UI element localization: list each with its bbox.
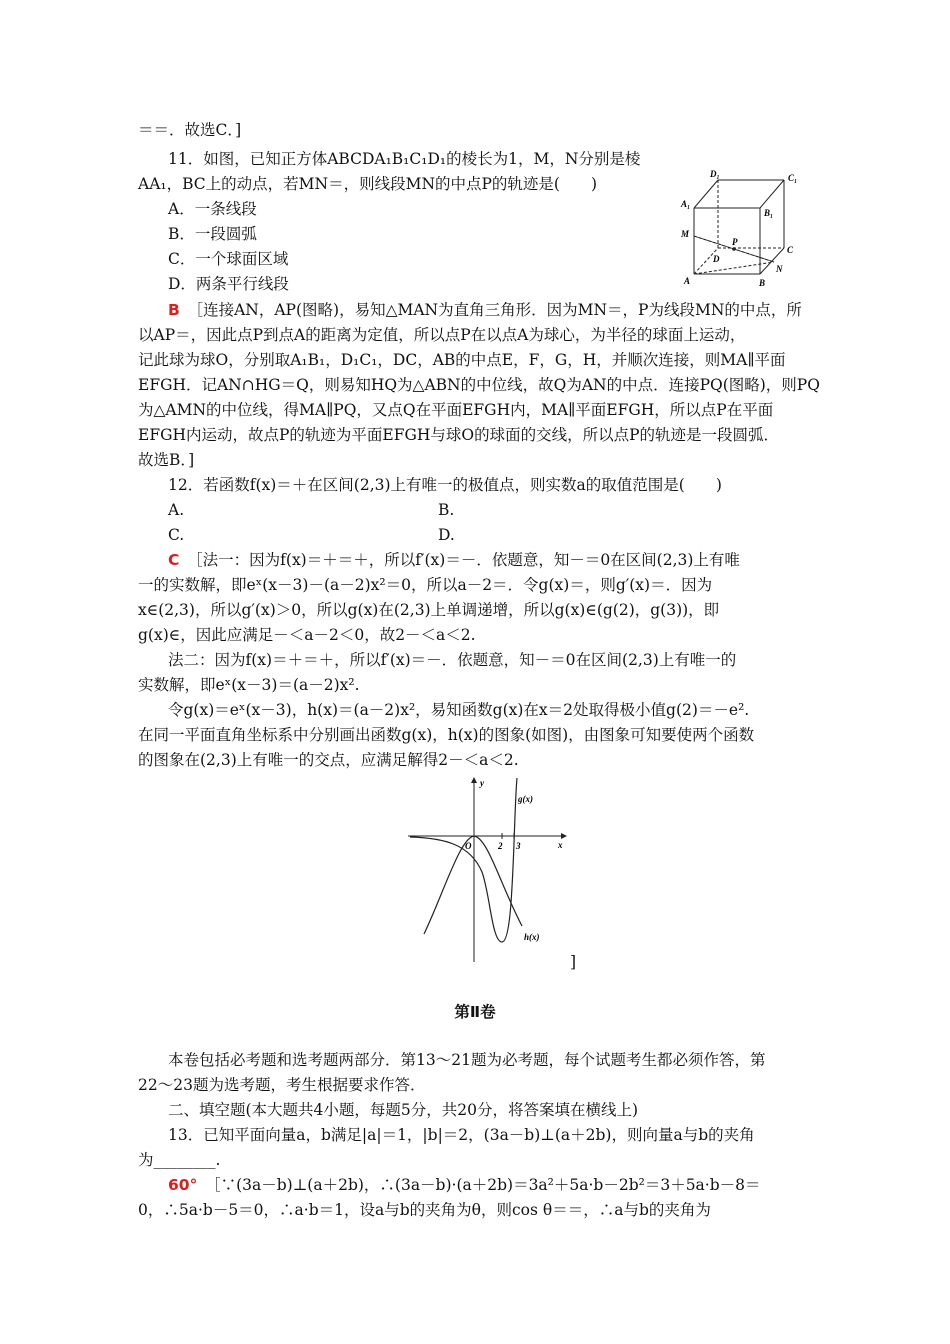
function-graph <box>404 774 574 966</box>
cube-label-m: M <box>681 229 690 239</box>
label-3: 3 <box>516 841 521 851</box>
cube-label-b1: B₁ <box>764 208 774 218</box>
q12-option-d: D. <box>438 526 455 544</box>
q11-solution-line5: 为△AMN的中位线，得MA∥PQ，又点Q在平面EFGH内，MA∥平面EFGH，所以点P在平面 <box>138 401 774 419</box>
q11-option-b: B．一段圆弧 <box>168 225 257 243</box>
q12-close-bracket: ] <box>570 953 577 971</box>
q13-solution-line2: 0，∴5a·b－5＝0，∴a·b＝1，设a与b的夹角为θ，则cos θ＝＝，∴a与b的夹角为 <box>138 1201 711 1219</box>
q11-option-a: A．一条线段 <box>168 200 257 218</box>
section-title: 第Ⅱ卷 <box>454 1003 496 1021</box>
label-gx: g(x) <box>518 794 533 804</box>
cube-label-d1: D₁ <box>710 169 720 179</box>
q12-solution-line3: x∈(2,3)，所以g′(x)＞0，所以g(x)在(2,3)上单调递增，所以g(x)∈(g(2)，g(3))，即 <box>138 601 720 619</box>
q11-stem-line2: AA₁，BC上的动点，若MN＝，则线段MN的中点P的轨迹是( ) <box>138 175 598 193</box>
label-hx: h(x) <box>524 932 540 942</box>
q12-stem: 12．若函数f(x)＝＋在区间(2,3)上有唯一的极值点，则实数a的取值范围是( ) <box>168 476 722 494</box>
cube-label-b: B <box>759 278 766 288</box>
label-y: y <box>480 778 484 788</box>
cube-label-p: P <box>732 237 738 247</box>
q11-solution-line6: EFGH内运动，故点P的轨迹为平面EFGH与球O的球面的交线，所以点P的轨迹是一段圆弧． <box>138 426 780 444</box>
q13-answer: 60° <box>168 1176 198 1194</box>
q12-solution-line1: C ［法一：因为f(x)＝＋＝＋，所以f′(x)＝－．依题意，知－＝0在区间(2,3)上有唯 <box>168 551 740 569</box>
q11-solution-line2: 以AP＝，因此点P到点A的距离为定值，所以点P在以点A为球心，为半径的球面上运动， <box>138 326 746 344</box>
q12-option-c: C. <box>168 526 185 544</box>
q12-option-b: B. <box>438 501 455 519</box>
q12-method2-line4: 在同一平面直角坐标系中分别画出函数g(x)，h(x)的图象(如图)，由图象可知要使两个函数 <box>138 726 755 744</box>
q12-solution-line4: g(x)∈，因此应满足－＜a－2＜0，故2－＜a＜2. <box>138 626 476 644</box>
cube-figure <box>676 166 816 296</box>
cube-label-a1: A₁ <box>681 199 691 209</box>
q13-solution-line1: 60° ［∵(3a－b)⊥(a＋2b)，∴(3a－b)·(a＋2b)＝3a²＋5a·b－2b²＝3＋5a·b－8＝ <box>168 1176 761 1194</box>
q11-solution-line3: 记此球为球O，分别取A₁B₁，D₁C₁，DC，AB的中点E，F，G，H，并顺次连接，则MA∥平面 <box>138 351 786 369</box>
label-origin: O <box>465 841 472 851</box>
q11-solution-line4: EFGH．记AN∩HG＝Q，则易知HQ为△ABN的中位线，故Q为AN的中点．连接PQ(图略)，则PQ <box>138 376 820 394</box>
point-p <box>732 247 736 251</box>
q12-option-a: A. <box>168 501 185 519</box>
label-x: x <box>558 840 563 850</box>
q12-method2-line3: 令g(x)＝eˣ(x－3)，h(x)＝(a－2)x²，易知函数g(x)在x＝2处取得极小值g(2)＝－e². <box>168 701 750 719</box>
q11-answer: B <box>168 301 180 319</box>
q11-solution-line7: 故选B．] <box>138 451 195 469</box>
q11-solution-line1: B ［连接AN，AP(图略)，易知△MAN为直角三角形．因为MN＝，P为线段MN的中点，所 <box>168 301 802 319</box>
q12-answer: C <box>168 551 180 569</box>
curve-h <box>424 836 522 934</box>
q12-method2-line1: 法二：因为f(x)＝＋＝＋，所以f′(x)＝－．依题意，知－＝0在区间(2,3)上有唯一的 <box>168 651 737 669</box>
cube-label-c: C <box>787 245 794 255</box>
q11-stem-line1: 11．如图，已知正方体ABCDA₁B₁C₁D₁的棱长为1，M，N分别是棱 <box>168 150 641 168</box>
cube-label-c1: C₁ <box>788 173 798 183</box>
q13-stem-line2: 为________. <box>138 1151 221 1169</box>
label-2: 2 <box>498 841 503 851</box>
section-intro-line1: 本卷包括必考题和选考题两部分．第13～21题为必考题，每个试题考生都必须作答，第 <box>168 1051 766 1069</box>
section-intro-line2: 22～23题为选考题，考生根据要求作答． <box>138 1076 426 1094</box>
fill-blank-heading: 二、填空题(本大题共4小题，每题5分，共20分，将答案填在横线上) <box>168 1101 639 1119</box>
q11-option-c: C．一个球面区域 <box>168 250 289 268</box>
prev-answer-ending: ＝＝．故选C．] <box>138 121 242 139</box>
q13-stem-line1: 13．已知平面向量a，b满足|a|＝1，|b|＝2，(3a－b)⊥(a＋2b)，则向量a与b的夹角 <box>168 1126 755 1144</box>
cube-label-a: A <box>684 276 691 286</box>
curve-g <box>410 778 517 942</box>
q12-solution-line2: 一的实数解，即eˣ(x－3)－(a－2)x²＝0，所以a－2＝．令g(x)＝，则g′(x)＝．因为 <box>138 576 713 594</box>
q11-option-d: D．两条平行线段 <box>168 275 289 293</box>
q12-method2-line2: 实数解，即eˣ(x－3)＝(a－2)x². <box>138 676 360 694</box>
cube-label-d: D <box>713 254 720 264</box>
q12-method2-line5: 的图象在(2,3)上有唯一的交点，应满足解得2－＜a＜2. <box>138 751 519 769</box>
cube-label-n: N <box>776 264 783 274</box>
